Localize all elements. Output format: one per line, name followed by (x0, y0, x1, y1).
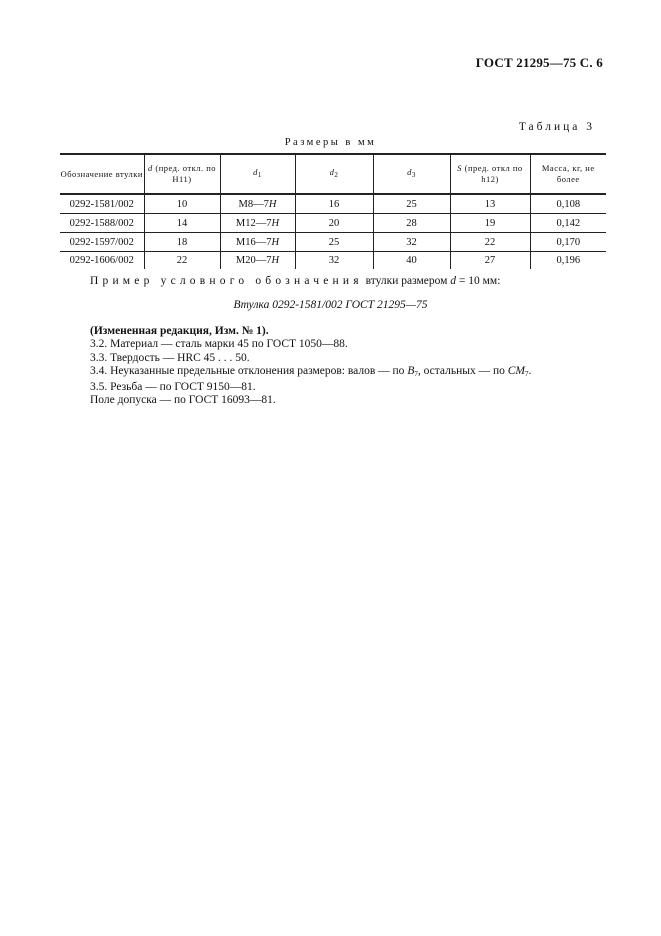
cell-d3: 28 (373, 214, 450, 233)
cell-d: 14 (144, 214, 220, 233)
cell-thread: M16—7 (235, 236, 272, 248)
cell-mass: 0,142 (530, 214, 606, 233)
cell-s: 13 (450, 194, 530, 214)
example-intro (90, 275, 500, 287)
cell-mass: 0,108 (530, 194, 606, 214)
cell-thread: M20—7 (235, 255, 272, 266)
note-3-4-b: B (407, 364, 415, 377)
cell-d2: 32 (295, 252, 373, 270)
table-row (60, 233, 606, 252)
cell-s: 19 (450, 214, 530, 233)
cell-s: 22 (450, 233, 530, 252)
table-row (60, 252, 606, 270)
col-header-text: (пред. откл. по H11) (152, 163, 216, 184)
revision-note: (Измененная редакция, Изм. № 1). (90, 325, 269, 337)
col-header-mass (530, 154, 606, 194)
cell-d: 22 (144, 252, 220, 270)
note-3-4-b-index: 7 (414, 369, 418, 378)
col-header-index: 1 (257, 171, 262, 179)
page-header-doc-ref: ГОСТ 21295—75 С. 6 (475, 55, 603, 70)
cell-d3: 32 (373, 233, 450, 252)
cell-d1 (220, 194, 295, 214)
col-header-symbol: d (253, 167, 258, 177)
table-caption: Размеры в мм (284, 137, 377, 148)
cell-designation: 0292-1606/002 (60, 252, 144, 270)
col-header-d (144, 154, 220, 194)
col-header-index: 3 (411, 171, 416, 179)
cell-d2: 20 (295, 214, 373, 233)
note-3-2: 3.2. Материал — сталь марки 45 по ГОСТ 1050—88. (90, 338, 348, 351)
col-header-text: Масса, кг, не более (541, 163, 595, 184)
cell-d1 (220, 214, 295, 233)
cell-thread-class: H (271, 255, 280, 266)
cell-d: 18 (144, 233, 220, 252)
cell-designation: 0292-1581/002 (60, 194, 144, 214)
cell-s: 27 (450, 252, 530, 270)
note-3-4 (90, 365, 531, 381)
col-header-d3 (373, 154, 450, 194)
cell-d3: 25 (373, 194, 450, 214)
example-spaced-lead: Пример условного обозначения (90, 275, 363, 287)
col-header-designation (60, 154, 144, 194)
cell-mass: 0,196 (530, 252, 606, 270)
col-header-symbol: S (457, 163, 463, 173)
cell-thread-class: H (271, 236, 280, 248)
cell-designation: 0292-1597/002 (60, 233, 144, 252)
col-header-text: (пред. откл по h12) (462, 163, 523, 184)
col-header-index: 2 (334, 171, 339, 179)
cell-d3: 40 (373, 252, 450, 270)
cell-thread-class: H (271, 217, 280, 229)
cell-thread: M8—7 (238, 198, 269, 210)
cell-thread: M12—7 (235, 217, 272, 229)
note-3-3: 3.3. Твердость — HRC 45 . . . 50. (90, 351, 250, 364)
notes-block (90, 325, 531, 408)
note-3-4-cm-index: 7 (525, 369, 529, 378)
example-text: втулки размером (362, 275, 451, 287)
dimensions-table (60, 153, 606, 269)
table-row (60, 194, 606, 214)
col-header-s (450, 154, 530, 194)
cell-d1 (220, 252, 295, 270)
col-header-symbol: d (329, 167, 335, 177)
note-3-4-text: 3.4. Неуказанные предельные отклонения размеров: валов — по (90, 364, 408, 377)
col-header-symbol: d (147, 163, 153, 173)
example-designation: Втулка 0292-1581/002 ГОСТ 21295—75 (233, 299, 428, 311)
table-number-label: Таблица 3 (518, 121, 595, 133)
cell-designation: 0292-1588/002 (60, 214, 144, 233)
table-row (60, 214, 606, 233)
col-header-d1 (220, 154, 295, 194)
note-3-4-mid: , остальных — по (417, 364, 508, 377)
cell-d2: 25 (295, 233, 373, 252)
col-header-d2 (295, 154, 373, 194)
example-text-end: = 10 мм: (456, 275, 501, 287)
cell-thread-class: H (268, 198, 277, 210)
table-header-row (60, 154, 606, 194)
col-header-symbol: d (407, 167, 412, 177)
example-variable: d (450, 275, 457, 287)
tolerance-note: Поле допуска — по ГОСТ 16093—81. (90, 394, 276, 407)
col-header-text: Обозначение втулки (60, 168, 143, 179)
cell-d2: 16 (295, 194, 373, 214)
note-3-4-cm: CM (507, 364, 525, 377)
cell-mass: 0,170 (530, 233, 606, 252)
cell-d1 (220, 233, 295, 252)
note-3-5: 3.5. Резьба — по ГОСТ 9150—81. (90, 381, 256, 394)
cell-d: 10 (144, 194, 220, 214)
note-3-4-end: . (528, 364, 532, 377)
